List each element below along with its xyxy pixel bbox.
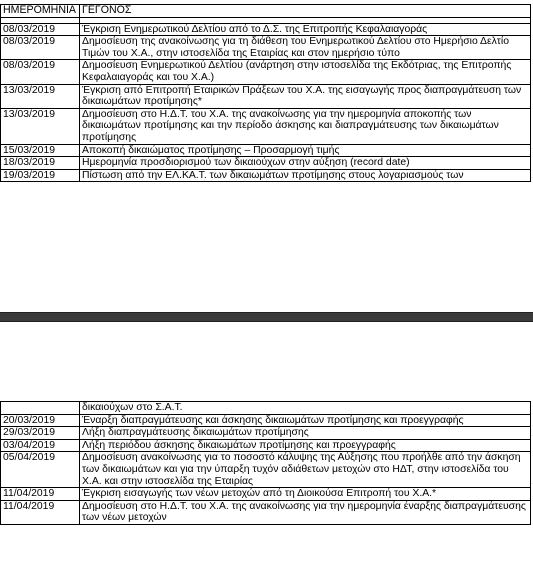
row-date: 08/03/2019 <box>1 23 80 36</box>
table-row <box>1 36 531 60</box>
row-event: Έγκριση εισαγωγής των νέων μετοχών από τη Διοικούσα Επιτροπή του Χ.Α.* <box>80 488 531 501</box>
table-header-row <box>1 5 531 18</box>
table-row <box>1 60 531 84</box>
header-date: ΗΜΕΡΟΜΗΝΙΑ <box>1 5 80 18</box>
row-event: Έγκριση Ενημερωτικού Δελτίου από το Δ.Σ. της Επιτροπής Κεφαλαιαγοράς <box>80 23 531 36</box>
table-row <box>1 23 531 36</box>
table-row <box>1 157 531 170</box>
row-date: 13/03/2019 <box>1 108 80 144</box>
row-event: Δημοσίευση στο Η.Δ.Τ. του Χ.Α. της ανακοίνωσης για την ημερομηνία έναρξης διαπραγμάτευσης των νέων μετοχών <box>80 500 531 524</box>
table-row <box>1 108 531 144</box>
row-date: 05/04/2019 <box>1 452 80 488</box>
row-event: Πίστωση από την ΕΛ.ΚΑ.Τ. των δικαιωμάτων προτίμησης στους λογαριασμούς των <box>80 169 531 182</box>
continuation-row <box>1 402 531 415</box>
timetable-page-2 <box>0 401 531 525</box>
table-row <box>1 488 531 501</box>
row-date: 11/04/2019 <box>1 500 80 524</box>
row-date: 11/04/2019 <box>1 488 80 501</box>
row-date: 20/03/2019 <box>1 414 80 427</box>
table-row <box>1 427 531 440</box>
row-date: 08/03/2019 <box>1 60 80 84</box>
continuation-text: δικαιούχων στο Σ.Α.Τ. <box>80 402 531 415</box>
row-event: Έναρξη διαπραγμάτευσης και άσκησης δικαιωμάτων προτίμησης και προεγγραφής <box>80 414 531 427</box>
page-break <box>0 312 533 322</box>
table-row <box>1 414 531 427</box>
row-date: 29/03/2019 <box>1 427 80 440</box>
row-date: 03/04/2019 <box>1 439 80 452</box>
row-event: Δημοσίευση ανακοίνωσης για το ποσοστό κάλυψης της Αύξησης που προήλθε από την άσκηση των δικαιωμάτων και για την ύπαρξη τυχόν αδιάθετων μετοχών στο ΗΔΤ, στην ιστοσελίδα του Χ.Α. και στην ιστοσελίδα της Εταιρίας <box>80 452 531 488</box>
row-event: Αποκοπή δικαιώματος προτίμησης – Προσαρμογή τιμής <box>80 144 531 157</box>
timetable-page-1 <box>0 4 531 182</box>
row-event: Λήξη περιόδου άσκησης δικαιωμάτων προτίμησης και προεγγραφής <box>80 439 531 452</box>
row-date: 19/03/2019 <box>1 169 80 182</box>
row-event: Ημερομηνία προσδιορισμού των δικαιούχων στην αύξηση (record date) <box>80 157 531 170</box>
row-event: Λήξη διαπραγμάτευσης δικαιωμάτων προτίμησης <box>80 427 531 440</box>
table-row <box>1 439 531 452</box>
header-event: ΓΕΓΟΝΟΣ <box>80 5 531 18</box>
row-date: 08/03/2019 <box>1 36 80 60</box>
row-event: Δημοσίευση Ενημερωτικού Δελτίου (ανάρτηση στην ιστοσελίδα της Εκδότριας, της Επιτροπής Κεφαλαιαγοράς και του Χ.Α.) <box>80 60 531 84</box>
document-page-2 <box>0 322 533 561</box>
table-row <box>1 84 531 108</box>
row-event: Δημοσίευση στο Η.Δ.Τ. του Χ.Α. της ανακοίνωσης για την ημερομηνία αποκοπής των δικαιωμάτων προτίμησης και την περίοδο άσκησης και διαπραγμάτευσης των δικαιωμάτων προτίμησης <box>80 108 531 144</box>
table-row <box>1 452 531 488</box>
row-event: Δημοσίευση της ανακοίνωσης για τη διάθεση του Ενημερωτικού Δελτίου στο Ημερήσιο Δελτίο Τιμών του Χ.Α., στην ιστοσελίδα της Εταιρίας και στον ημερήσιο τύπο <box>80 36 531 60</box>
table-row <box>1 500 531 524</box>
table-row <box>1 144 531 157</box>
row-date: 15/03/2019 <box>1 144 80 157</box>
row-event: Έγκριση από Επιτροπή Εταιρικών Πράξεων του Χ.Α. της εισαγωγής προς διαπραγμάτευση των δικαιωμάτων προτίμησης* <box>80 84 531 108</box>
table-row <box>1 169 531 182</box>
row-date: 13/03/2019 <box>1 84 80 108</box>
row-date: 18/03/2019 <box>1 157 80 170</box>
